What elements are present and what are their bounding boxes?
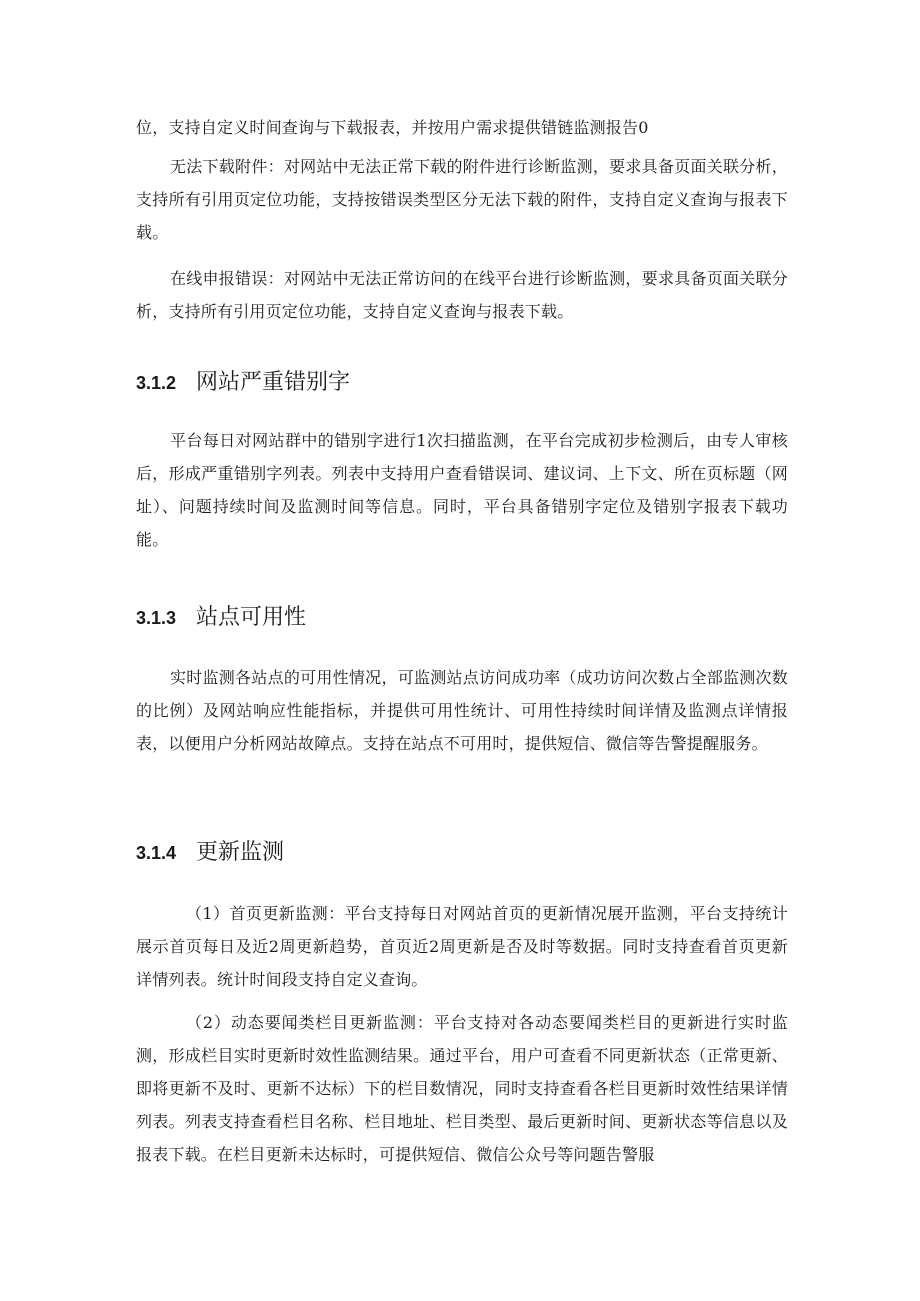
section-heading-availability (136, 602, 306, 633)
section-number: 3.1.4 (136, 843, 177, 863)
section-title: 更新监测 (196, 840, 285, 865)
section-number: 3.1.3 (136, 608, 177, 628)
section-title: 站点可用性 (196, 605, 307, 630)
section-heading-update-monitoring (136, 837, 284, 868)
paragraph-homepage-update: （1）首页更新监测：平台支持每日对网站首页的更新情况展开监测，平台支持统计展示首页每日及近2周更新趋势，首页近2周更新是否及时等数据。同时支持查看首页更新详情列表。统计时间段支持自定义查询。 (136, 904, 788, 989)
section-title: 网站严重错别字 (196, 370, 351, 395)
paragraph-broken-links-tail: 位，支持自定义时间查询与下载报表，并按用户需求提供错链监测报告0 (136, 118, 649, 137)
paragraph-column-update: （2）动态要闻类栏目更新监测：平台支持对各动态要闻类栏目的更新进行实时监测，形成栏目实时更新时效性监测结果。通过平台，用户可查看不同更新状态（正常更新、即将更新不及时、更新不达标）下的栏目数情况，同时支持查看各栏目更新时效性结果详情列表。列表支持查看栏目名称、栏目地址、栏目类型、最后更新时间、更新状态等信息以及报表下载。在栏目更新未达标时，可提供短信、微信公众号等问题告警服 (136, 1013, 788, 1164)
paragraph-availability: 实时监测各站点的可用性情况，可监测站点访问成功率（成功访问次数占全部监测次数的比例）及网站响应性能指标，并提供可用性统计、可用性持续时间详情及监测点详情报表，以便用户分析网站故障点。支持在站点不可用时，提供短信、微信等告警提醒服务。 (136, 668, 788, 753)
paragraph-typos: 平台每日对网站群中的错别字进行1次扫描监测，在平台完成初步检测后，由专人审核后，形成严重错别字列表。列表中支持用户查看错误词、建议词、上下文、所在页标题（网址）、问题持续时间及监测时间等信息。同时，平台具备错别字定位及错别字报表下载功能。 (136, 431, 788, 549)
paragraph-online-declaration: 在线申报错误：对网站中无法正常访问的在线平台进行诊断监测，要求具备页面关联分析，支持所有引用页定位功能，支持自定义查询与报表下载。 (136, 269, 788, 321)
section-heading-typos (136, 367, 350, 398)
paragraph-download-attachments: 无法下载附件：对网站中无法正常下载的附件进行诊断监测，要求具备页面关联分析，支持所有引用页定位功能，支持按错误类型区分无法下载的附件，支持自定义查询与报表下载。 (136, 157, 788, 242)
section-number: 3.1.2 (136, 373, 177, 393)
